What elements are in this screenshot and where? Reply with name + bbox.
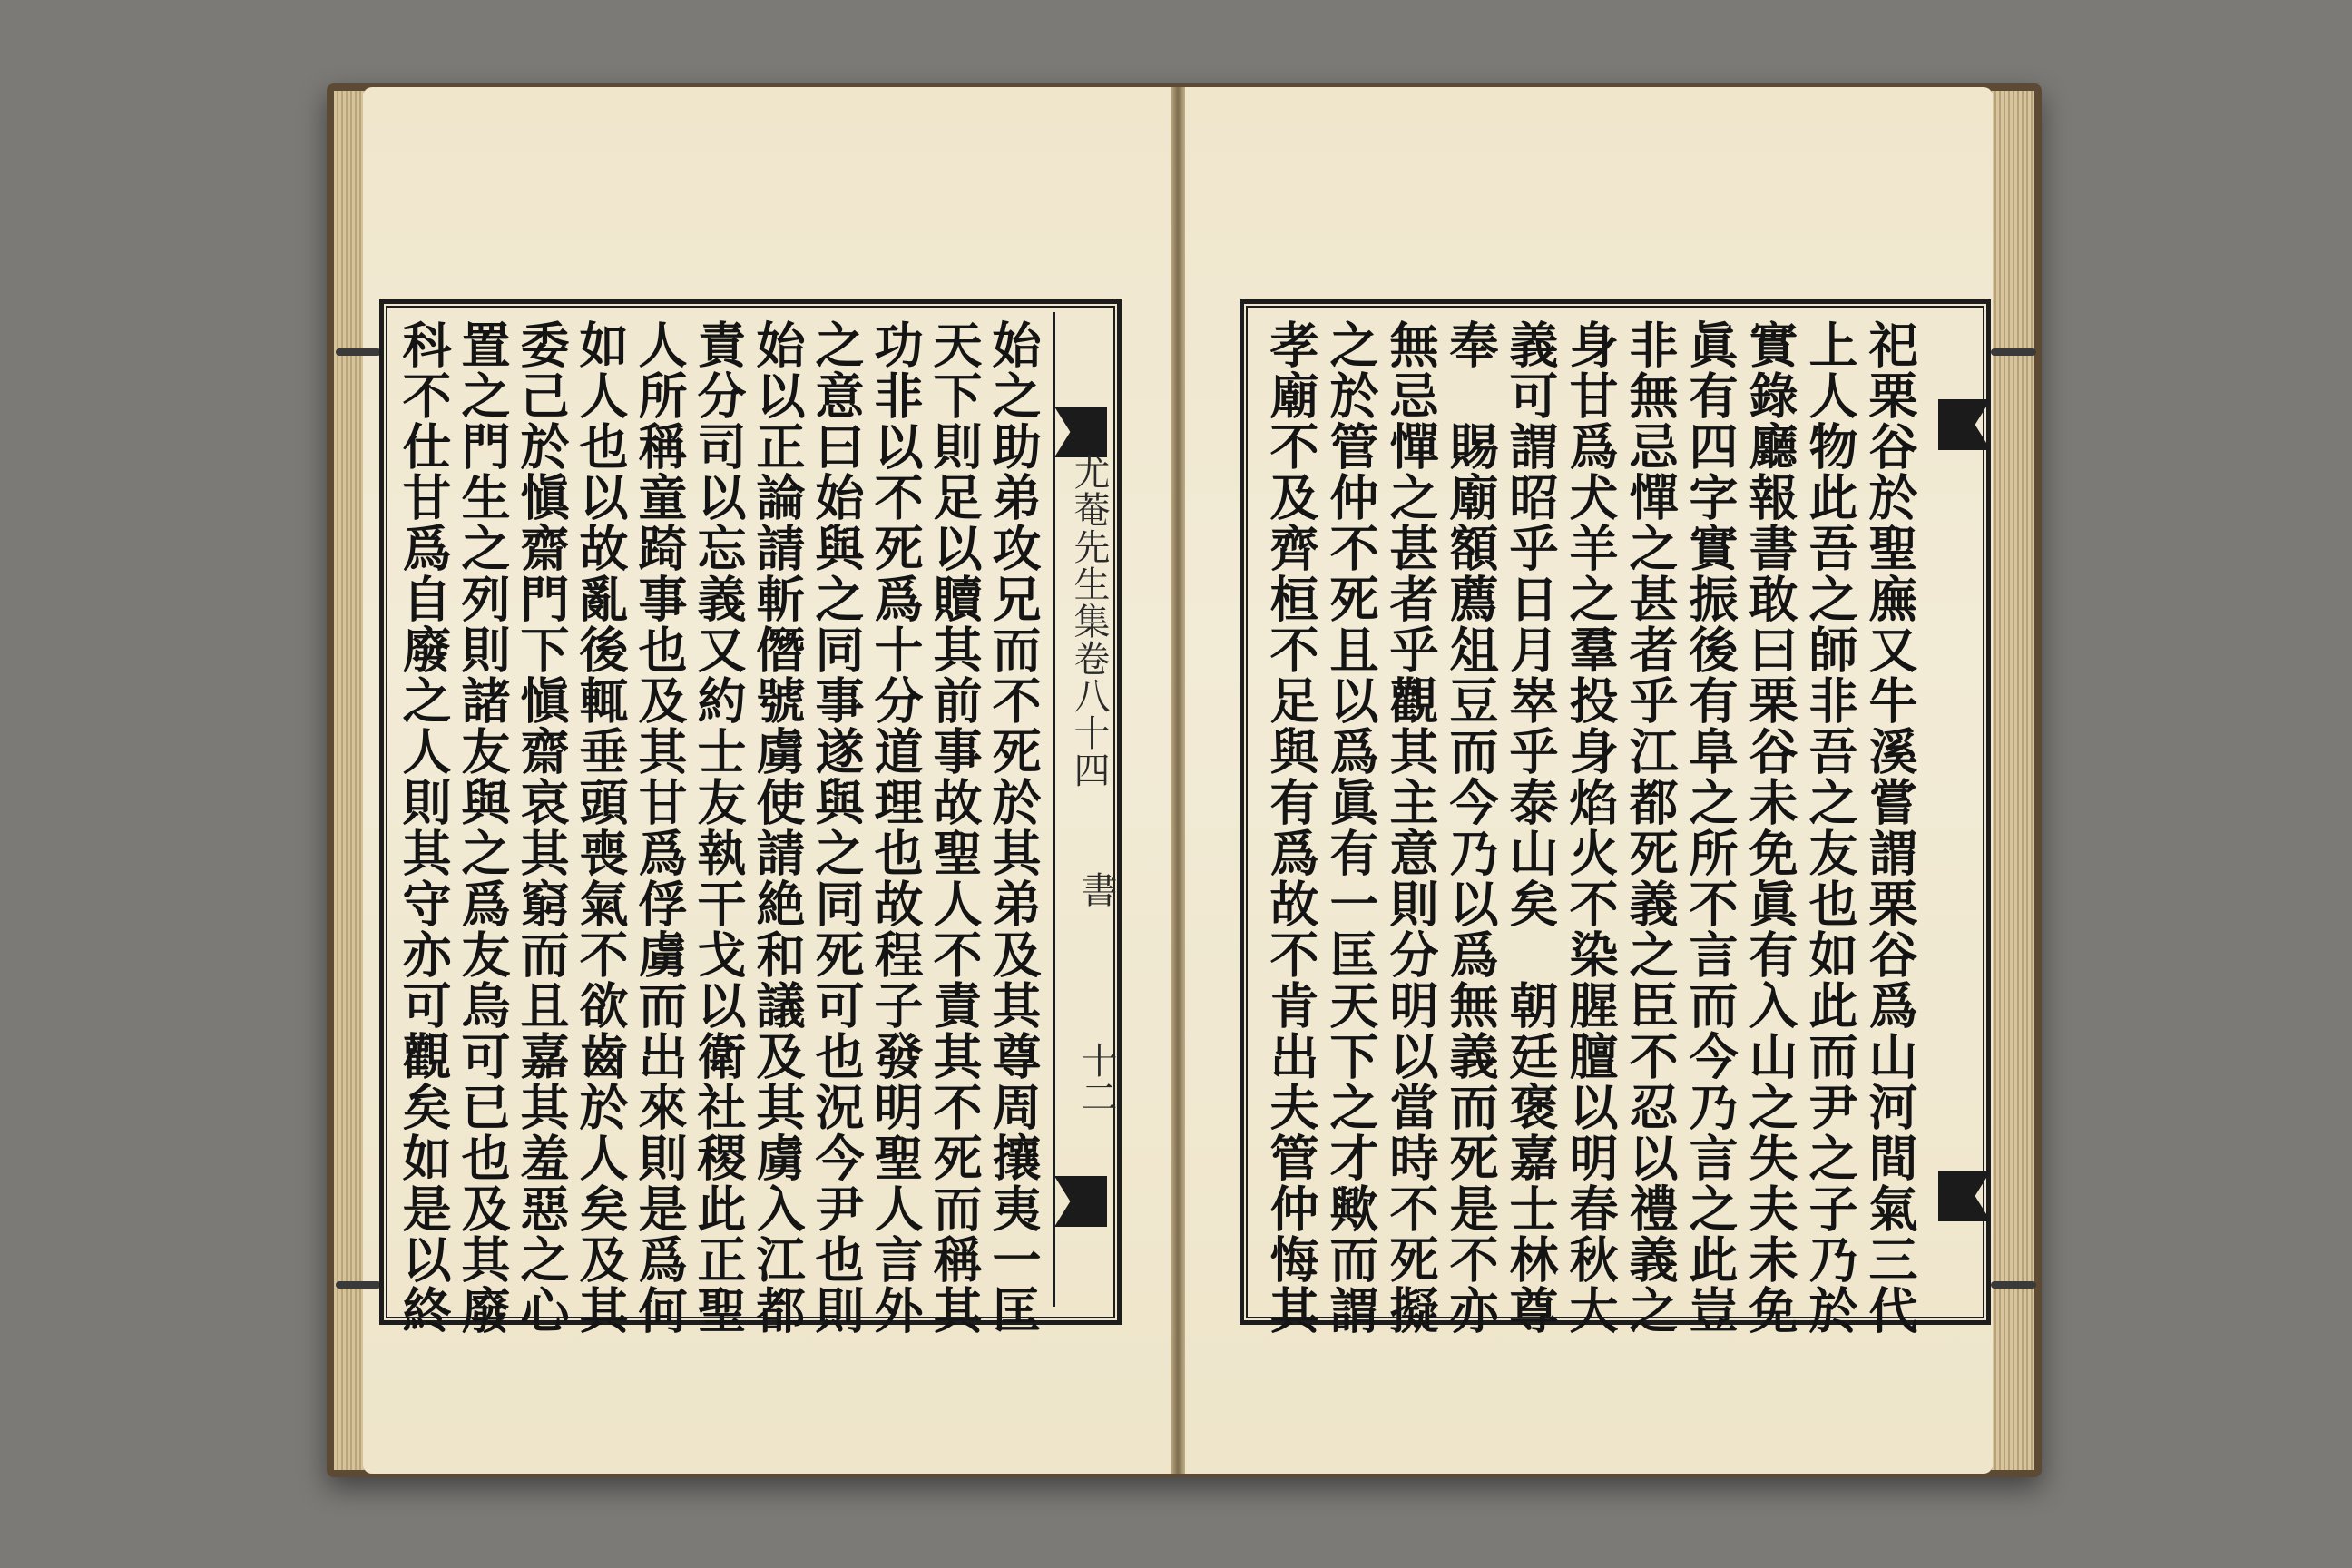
text-column: 科不仕甘爲自廢之人則其守亦可觀矣如是以終 bbox=[395, 319, 453, 1336]
page-number: 十二 bbox=[1075, 1042, 1117, 1114]
text-column: 實錄廳報書敢曰栗谷未免眞有入山之失夫未免 bbox=[1741, 319, 1799, 1336]
binding-string bbox=[336, 1281, 381, 1289]
text-column: 身甘爲犬羊之羣投身焰火不染腥膻以明春秋大 bbox=[1562, 319, 1620, 1336]
text-column: 人所稱童踦事也及其甘爲俘虜而出來則是爲何 bbox=[631, 319, 689, 1336]
text-column: 奉 賜廟額薦俎豆而今乃以爲無義而死是不亦 bbox=[1442, 319, 1500, 1336]
text-column: 功非以不死爲十分道理也故程子發明聖人言外 bbox=[867, 319, 925, 1336]
binding-string bbox=[1991, 348, 2036, 356]
text-column: 孝廟不及齊桓不足與有爲故不肯出夫管仲悔其 bbox=[1262, 319, 1320, 1336]
text-column: 義可謂昭乎日月崒乎泰山矣 朝廷褒嘉士林尊 bbox=[1502, 319, 1560, 1336]
text-column: 委己於愼齋門下愼齋哀其窮而且嘉其羞惡之心 bbox=[513, 319, 571, 1336]
text-column: 無忌憚之甚者乎觀其主意則分明以當時不死擬 bbox=[1382, 319, 1440, 1336]
text-column: 眞有四字實振後有阜之所不言而今乃言之此豈 bbox=[1681, 319, 1740, 1336]
text-column: 置之門生之列則諸友與之爲友烏可已也及其廢 bbox=[454, 319, 512, 1336]
book-gutter bbox=[1171, 87, 1185, 1474]
binding-string bbox=[1991, 1281, 2036, 1289]
text-column: 非無忌憚之甚者乎江都死義之臣不忍以禮義之 bbox=[1622, 319, 1680, 1336]
text-column: 天下則足以贖其前事故聖人不責其不死而稱其 bbox=[926, 319, 984, 1336]
book-title: 尤菴先生集卷八十四 bbox=[1068, 454, 1110, 789]
text-column: 之於管仲不死且以爲眞有一匡天下之才歟而謂 bbox=[1322, 319, 1380, 1336]
text-column: 始以正論請斬僭號虜使請絶和議及其虜入江都 bbox=[749, 319, 807, 1336]
text-column: 祀栗谷於聖廡又牛溪嘗謂栗谷爲山河間氣三代 bbox=[1861, 319, 1919, 1336]
text-column: 上人物此吾之師非吾之友也如此而尹之子乃於 bbox=[1801, 319, 1859, 1336]
text-column: 之意曰始與之同事遂與之同死可也況今尹也則 bbox=[808, 319, 866, 1336]
section-label: 書 bbox=[1075, 871, 1117, 907]
text-column: 責分司以忘義又約士友執干戈以衛社稷此正聖 bbox=[690, 319, 748, 1336]
text-column: 始之助弟攻兄而不死於其弟及其尊周攘夷一匡 bbox=[985, 319, 1043, 1336]
text-column: 如人也以故亂後輒垂頭喪氣不欲齒於人矣及其 bbox=[572, 319, 630, 1336]
binding-string bbox=[336, 348, 381, 356]
page-edges-right bbox=[1987, 91, 2034, 1470]
